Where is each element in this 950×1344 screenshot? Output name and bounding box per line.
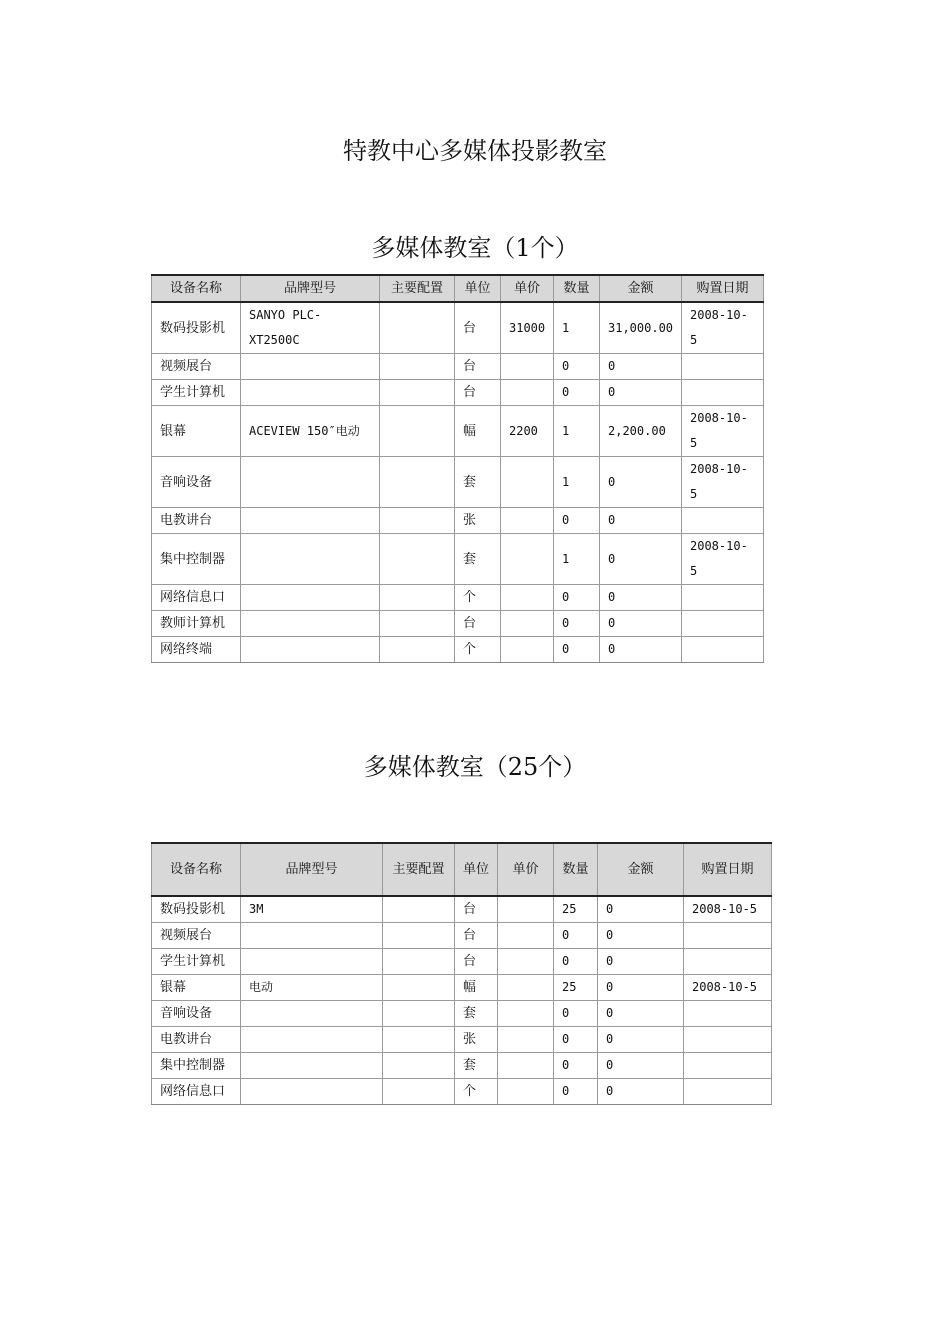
table-cell: 0 — [554, 1053, 598, 1079]
table-cell: 0 — [598, 1001, 684, 1027]
equipment-table — [151, 274, 764, 663]
table-cell: 1 — [554, 302, 600, 354]
table-cell: 音响设备 — [152, 1001, 241, 1027]
table-cell: 电教讲台 — [152, 1027, 241, 1053]
table-cell: 2008-10-5 — [684, 975, 772, 1001]
table-cell — [380, 637, 455, 663]
table-cell: 2008-10-5 — [684, 896, 772, 923]
table-cell: 台 — [455, 949, 498, 975]
table-cell: 0 — [554, 949, 598, 975]
table-cell: 0 — [554, 1027, 598, 1053]
table-cell: 套 — [455, 1053, 498, 1079]
table-cell — [498, 1027, 554, 1053]
table-cell: 1 — [554, 534, 600, 585]
table-cell — [684, 1001, 772, 1027]
table-cell: 音响设备 — [152, 457, 241, 508]
table-cell: 0 — [600, 354, 682, 380]
table-cell: 幅 — [455, 975, 498, 1001]
table-cell — [241, 923, 383, 949]
table-cell: 台 — [455, 611, 501, 637]
table-cell: 套 — [455, 534, 501, 585]
table-cell — [498, 1053, 554, 1079]
table-cell: 台 — [455, 354, 501, 380]
table-cell — [380, 354, 455, 380]
table-cell — [241, 508, 380, 534]
table-cell: 31,000.00 — [600, 302, 682, 354]
table-cell: 2008-10-5 — [682, 457, 764, 508]
table-cell: 幅 — [455, 406, 501, 457]
column-header: 金额 — [598, 843, 684, 896]
table-row — [152, 1027, 772, 1053]
table-row — [152, 585, 764, 611]
table-cell: 数码投影机 — [152, 896, 241, 923]
table-cell — [241, 354, 380, 380]
table-cell: 0 — [600, 380, 682, 406]
table-cell: 1 — [554, 457, 600, 508]
table-cell — [241, 457, 380, 508]
table-cell — [501, 508, 554, 534]
table-cell: 银幕 — [152, 975, 241, 1001]
table-cell: 2008-10-5 — [682, 406, 764, 457]
column-header: 设备名称 — [152, 843, 241, 896]
table-cell: 学生计算机 — [152, 949, 241, 975]
table-cell — [682, 380, 764, 406]
table-cell: 31000 — [501, 302, 554, 354]
column-header: 数量 — [554, 843, 598, 896]
table-cell — [501, 611, 554, 637]
table-cell: 0 — [554, 1001, 598, 1027]
table-cell — [498, 975, 554, 1001]
table-cell — [241, 949, 383, 975]
table-cell — [241, 1027, 383, 1053]
table-cell — [682, 585, 764, 611]
table-cell — [498, 896, 554, 923]
table-cell: 0 — [598, 1027, 684, 1053]
column-header: 购置日期 — [682, 275, 764, 302]
table-cell: 0 — [554, 1079, 598, 1105]
table-row — [152, 975, 772, 1001]
table-cell: 0 — [598, 1053, 684, 1079]
table-cell: 台 — [455, 923, 498, 949]
table-cell — [682, 611, 764, 637]
table-cell: 0 — [554, 508, 600, 534]
table-cell: 数码投影机 — [152, 302, 241, 354]
table-cell — [501, 380, 554, 406]
table-cell — [383, 896, 455, 923]
table-cell: 电教讲台 — [152, 508, 241, 534]
table-row — [152, 1001, 772, 1027]
table-row — [152, 896, 772, 923]
table-cell: 教师计算机 — [152, 611, 241, 637]
table-cell: 0 — [600, 508, 682, 534]
table-cell: 0 — [598, 896, 684, 923]
table-cell — [380, 406, 455, 457]
table-cell: 0 — [598, 1079, 684, 1105]
table-cell — [241, 585, 380, 611]
table-header-row — [152, 843, 772, 896]
table-cell: 25 — [554, 896, 598, 923]
table-cell — [380, 534, 455, 585]
table-cell: 0 — [554, 585, 600, 611]
table-cell: 套 — [455, 1001, 498, 1027]
table-cell — [682, 354, 764, 380]
column-header: 单价 — [501, 275, 554, 302]
column-header: 品牌型号 — [241, 843, 383, 896]
table-cell — [383, 923, 455, 949]
table-cell: ACEVIEW 150″电动 — [241, 406, 380, 457]
table-cell: 2008-10-5 — [682, 302, 764, 354]
equipment-table — [151, 842, 772, 1105]
table-cell — [380, 457, 455, 508]
table-cell: 0 — [598, 975, 684, 1001]
table-cell: SANYO PLC-XT2500C — [241, 302, 380, 354]
column-header: 主要配置 — [383, 843, 455, 896]
table-cell: 个 — [455, 585, 501, 611]
table-cell — [383, 1001, 455, 1027]
table-cell — [241, 534, 380, 585]
table-cell: 2200 — [501, 406, 554, 457]
table-cell: 0 — [600, 534, 682, 585]
column-header: 设备名称 — [152, 275, 241, 302]
table-cell — [684, 1053, 772, 1079]
table-cell — [501, 637, 554, 663]
table-cell — [383, 1027, 455, 1053]
table-cell — [501, 585, 554, 611]
table-cell: 集中控制器 — [152, 1053, 241, 1079]
table-cell — [682, 637, 764, 663]
table-cell — [684, 1079, 772, 1105]
table-cell — [241, 637, 380, 663]
table-cell: 0 — [598, 923, 684, 949]
column-header: 单价 — [498, 843, 554, 896]
table-cell — [380, 380, 455, 406]
table-cell: 网络信息口 — [152, 1079, 241, 1105]
table-cell — [498, 923, 554, 949]
table-cell: 台 — [455, 380, 501, 406]
table-cell — [498, 1001, 554, 1027]
table-cell: 台 — [455, 896, 498, 923]
table-cell: 0 — [600, 457, 682, 508]
table-cell — [498, 1079, 554, 1105]
table-cell: 0 — [554, 611, 600, 637]
table-cell — [383, 1053, 455, 1079]
table-cell — [383, 949, 455, 975]
table-cell — [241, 1053, 383, 1079]
table-cell: 25 — [554, 975, 598, 1001]
table-cell: 个 — [455, 637, 501, 663]
table-row — [152, 1079, 772, 1105]
table-cell: 网络信息口 — [152, 585, 241, 611]
table-cell — [241, 380, 380, 406]
table-cell — [380, 611, 455, 637]
table-row — [152, 923, 772, 949]
table-row — [152, 534, 764, 585]
column-header: 主要配置 — [380, 275, 455, 302]
table-cell: 0 — [600, 611, 682, 637]
table-cell: 3M — [241, 896, 383, 923]
table-cell — [241, 611, 380, 637]
table-row — [152, 380, 764, 406]
table-cell — [383, 975, 455, 1001]
document-title: 特教中心多媒体投影教室 — [343, 137, 607, 165]
table-cell — [380, 508, 455, 534]
table-cell: 网络终端 — [152, 637, 241, 663]
table-cell: 0 — [598, 949, 684, 975]
table-cell — [380, 302, 455, 354]
table-cell: 张 — [455, 1027, 498, 1053]
table-cell: 张 — [455, 508, 501, 534]
table-cell — [498, 949, 554, 975]
table-cell: 1 — [554, 406, 600, 457]
table-cell — [383, 1079, 455, 1105]
table-row — [152, 637, 764, 663]
column-header: 购置日期 — [684, 843, 772, 896]
table-cell — [501, 534, 554, 585]
section-title: 多媒体教室（1个） — [371, 234, 579, 262]
table-cell: 视频展台 — [152, 354, 241, 380]
table-cell — [241, 1079, 383, 1105]
table-cell — [684, 1027, 772, 1053]
table-cell: 2008-10-5 — [682, 534, 764, 585]
column-header: 单位 — [455, 843, 498, 896]
table-cell: 集中控制器 — [152, 534, 241, 585]
table-cell — [684, 923, 772, 949]
table-cell: 0 — [600, 637, 682, 663]
table-cell: 套 — [455, 457, 501, 508]
table-cell — [241, 1001, 383, 1027]
table-cell: 学生计算机 — [152, 380, 241, 406]
table-row — [152, 354, 764, 380]
column-header: 数量 — [554, 275, 600, 302]
table-cell — [501, 457, 554, 508]
section-title: 多媒体教室（25个） — [363, 753, 587, 781]
table-row — [152, 457, 764, 508]
table-cell: 2,200.00 — [600, 406, 682, 457]
table-row — [152, 1053, 772, 1079]
table-cell: 视频展台 — [152, 923, 241, 949]
table-cell: 银幕 — [152, 406, 241, 457]
table-cell: 0 — [600, 585, 682, 611]
column-header: 品牌型号 — [241, 275, 380, 302]
table-cell — [682, 508, 764, 534]
table-row — [152, 949, 772, 975]
table-cell — [501, 354, 554, 380]
table-row — [152, 406, 764, 457]
table-cell: 台 — [455, 302, 501, 354]
table-cell — [684, 949, 772, 975]
table-cell — [380, 585, 455, 611]
table-cell: 0 — [554, 923, 598, 949]
table-cell: 0 — [554, 354, 600, 380]
table-row — [152, 302, 764, 354]
column-header: 金额 — [600, 275, 682, 302]
table-cell: 个 — [455, 1079, 498, 1105]
table-cell: 电动 — [241, 975, 383, 1001]
table-row — [152, 611, 764, 637]
table-cell: 0 — [554, 637, 600, 663]
table-row — [152, 508, 764, 534]
table-header-row — [152, 275, 764, 302]
column-header: 单位 — [455, 275, 501, 302]
table-cell: 0 — [554, 380, 600, 406]
